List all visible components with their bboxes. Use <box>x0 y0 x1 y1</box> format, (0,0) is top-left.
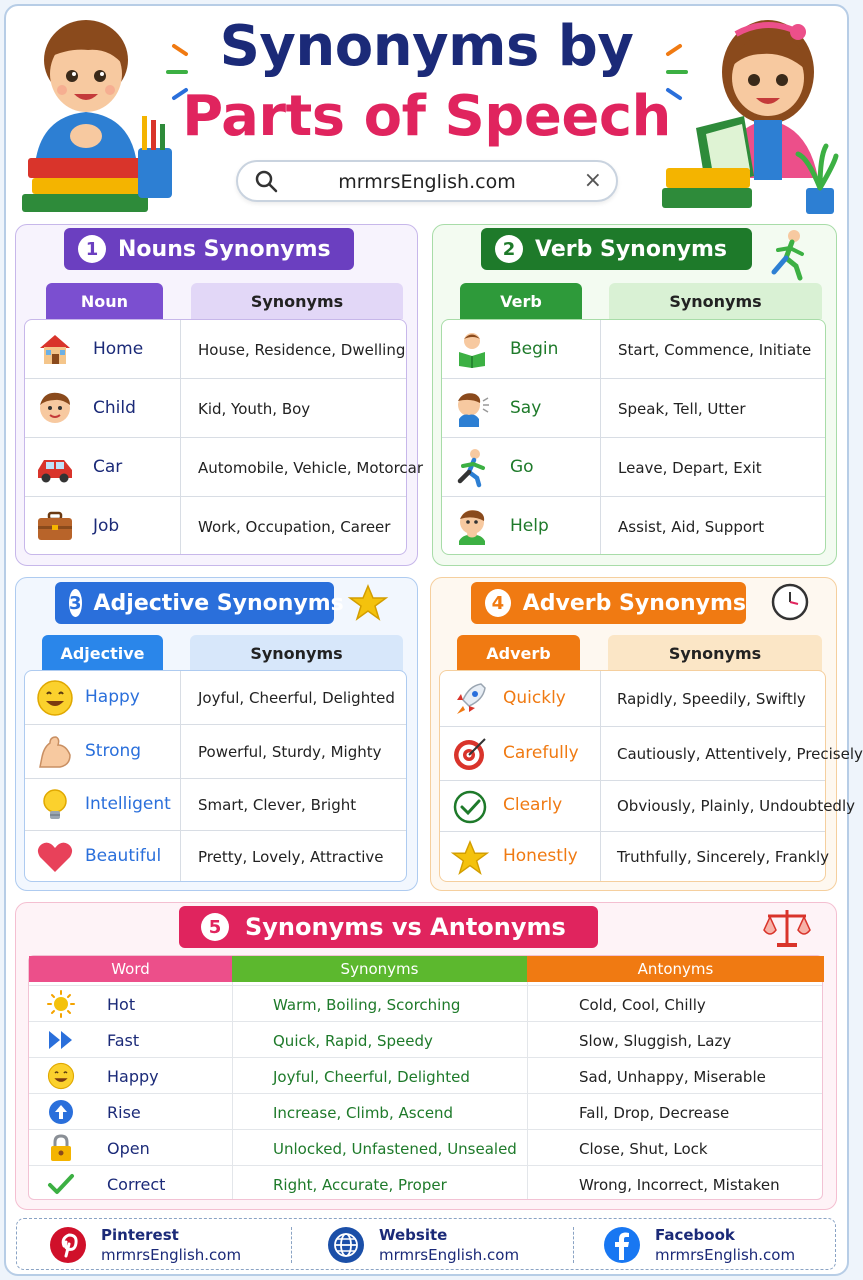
versus-col-antonyms-header: Antonyms <box>527 956 824 982</box>
table-row <box>440 832 830 883</box>
versus-title-text: Synonyms vs Antonyms <box>245 913 566 941</box>
pinterest-link[interactable] <box>49 1225 279 1265</box>
verbs-title-text: Verb Synonyms <box>535 236 727 262</box>
check-circle-icon <box>450 787 490 827</box>
smiley-icon <box>47 1062 75 1090</box>
smiley-icon <box>35 678 75 718</box>
adverbs-section-title <box>471 582 746 624</box>
sun-icon <box>47 990 75 1018</box>
adverb-synonyms: Obviously, Plainly, Undoubtedly <box>617 797 856 815</box>
table-row <box>25 438 424 497</box>
verb-synonyms: Assist, Aid, Support <box>618 518 765 536</box>
star-decoration-icon <box>348 584 388 622</box>
adjective-word: Happy <box>85 687 140 707</box>
noun-word: Child <box>93 398 136 418</box>
versus-word: Fast <box>107 1031 140 1050</box>
website-label: Website <box>379 1226 448 1244</box>
adjective-word: Intelligent <box>85 794 171 814</box>
table-row <box>440 727 863 781</box>
search-text: mrmrsEnglish.com <box>338 171 516 193</box>
adverb-word: Honestly <box>503 846 578 866</box>
table-row <box>29 1021 822 1057</box>
table-row <box>440 671 825 727</box>
nouns-col-synonyms-header: Synonyms <box>191 283 403 319</box>
checkmark-icon <box>47 1170 75 1198</box>
facebook-link[interactable] <box>603 1225 823 1265</box>
adjective-word: Strong <box>85 741 142 761</box>
versus-table <box>28 955 823 1200</box>
girl-reading-illustration <box>658 8 840 218</box>
lightbulb-icon <box>35 785 75 825</box>
table-row <box>25 831 406 883</box>
adverbs-col-synonyms-header: Synonyms <box>608 635 822 671</box>
reading-person-icon <box>452 329 492 369</box>
close-icon[interactable]: × <box>583 168 602 193</box>
nouns-table <box>24 319 424 555</box>
verb-synonyms: Start, Commence, Initiate <box>618 341 812 359</box>
versus-antonyms: Sad, Unhappy, Miserable <box>579 1068 766 1086</box>
globe-icon <box>327 1226 365 1264</box>
versus-synonyms: Warm, Boiling, Scorching <box>273 996 461 1014</box>
table-row <box>25 379 406 438</box>
facebook-icon <box>603 1226 641 1264</box>
section-number-badge: 2 <box>495 235 523 263</box>
section-number-badge: 1 <box>78 235 106 263</box>
verbs-col-verb-header: Verb <box>460 283 582 319</box>
noun-synonyms: House, Residence, Dwelling <box>198 341 406 359</box>
speaking-person-icon <box>452 388 492 428</box>
noun-word: Car <box>93 457 123 477</box>
table-row <box>25 779 406 831</box>
table-row <box>442 438 825 497</box>
table-row <box>29 1165 822 1201</box>
nouns-section-title <box>64 228 354 270</box>
facebook-value: mrmrsEnglish.com <box>655 1246 796 1264</box>
versus-word: Rise <box>107 1103 141 1122</box>
nouns-col-noun-header: Noun <box>46 283 163 319</box>
adjective-word: Beautiful <box>85 846 162 866</box>
adjectives-col-adjective-header: Adjective <box>42 635 163 671</box>
table-row <box>442 379 825 438</box>
briefcase-icon <box>35 506 75 546</box>
versus-word: Happy <box>107 1067 159 1086</box>
versus-synonyms: Joyful, Cheerful, Delighted <box>273 1068 470 1086</box>
verb-synonyms: Leave, Depart, Exit <box>618 459 762 477</box>
adverbs-col-adverb-header: Adverb <box>457 635 580 671</box>
page-title-line2: Parts of Speech <box>182 84 671 149</box>
section-number-badge: 5 <box>201 913 229 941</box>
table-row <box>29 1057 822 1093</box>
noun-synonyms: Work, Occupation, Career <box>198 518 391 536</box>
versus-antonyms: Fall, Drop, Decrease <box>579 1104 730 1122</box>
clock-icon <box>770 582 810 622</box>
verb-synonyms: Speak, Tell, Utter <box>618 400 746 418</box>
noun-word: Home <box>93 339 144 359</box>
verb-word: Go <box>510 457 534 477</box>
adverb-word: Clearly <box>503 795 563 815</box>
table-row <box>25 497 406 556</box>
target-icon <box>450 734 490 774</box>
table-row <box>29 985 822 1021</box>
adverb-word: Carefully <box>503 743 579 763</box>
noun-synonyms: Kid, Youth, Boy <box>198 400 311 418</box>
fast-forward-icon <box>47 1026 75 1054</box>
website-link[interactable] <box>327 1225 547 1265</box>
balance-scale-icon <box>762 906 812 950</box>
table-row <box>442 320 825 379</box>
versus-synonyms: Quick, Rapid, Speedy <box>273 1032 433 1050</box>
adjective-synonyms: Smart, Clever, Bright <box>198 796 357 814</box>
table-row <box>29 1093 822 1129</box>
pinterest-label: Pinterest <box>101 1226 179 1244</box>
boy-with-books-illustration <box>14 8 179 216</box>
nouns-title-text: Nouns Synonyms <box>118 236 331 262</box>
padlock-icon <box>47 1134 75 1162</box>
running-person-icon <box>452 447 492 487</box>
adjectives-table <box>24 670 407 882</box>
table-row <box>25 671 406 725</box>
verbs-section-title <box>481 228 752 270</box>
versus-word: Correct <box>107 1175 166 1194</box>
verbs-table <box>441 319 826 555</box>
table-row <box>440 781 856 832</box>
car-icon <box>35 447 75 487</box>
adverb-word: Quickly <box>503 688 566 708</box>
star-icon <box>450 838 490 878</box>
table-row <box>25 725 406 779</box>
section-number-badge: 4 <box>485 589 511 617</box>
table-row <box>29 1129 822 1165</box>
running-figure-icon <box>766 228 812 280</box>
versus-antonyms: Close, Shut, Lock <box>579 1140 708 1158</box>
adjectives-col-synonyms-header: Synonyms <box>190 635 403 671</box>
versus-synonyms: Unlocked, Unfastened, Unsealed <box>273 1140 517 1158</box>
versus-col-word-header: Word <box>29 956 232 982</box>
pinterest-icon <box>49 1226 87 1264</box>
footer <box>16 1218 836 1270</box>
section-number-badge: 3 <box>69 589 82 617</box>
helping-person-icon <box>452 506 492 546</box>
versus-antonyms: Cold, Cool, Chilly <box>579 996 706 1014</box>
noun-word: Job <box>93 516 120 536</box>
website-value: mrmrsEnglish.com <box>379 1246 520 1264</box>
search-bar[interactable] <box>236 160 618 202</box>
verb-word: Help <box>510 516 549 536</box>
adverb-synonyms: Truthfully, Sincerely, Frankly <box>617 848 830 866</box>
adjective-synonyms: Pretty, Lovely, Attractive <box>198 848 384 866</box>
adjective-synonyms: Powerful, Sturdy, Mighty <box>198 743 382 761</box>
versus-word: Open <box>107 1139 150 1158</box>
table-row <box>25 320 406 379</box>
versus-antonyms: Wrong, Incorrect, Mistaken <box>579 1176 780 1194</box>
versus-section-title <box>179 906 598 948</box>
facebook-label: Facebook <box>655 1226 735 1244</box>
adverbs-table <box>439 670 863 882</box>
adverbs-title-text: Adverb Synonyms <box>522 590 746 616</box>
flexed-arm-icon <box>35 732 75 772</box>
versus-synonyms: Increase, Climb, Ascend <box>273 1104 454 1122</box>
heart-icon <box>35 837 75 877</box>
versus-synonyms: Right, Accurate, Proper <box>273 1176 447 1194</box>
verbs-col-synonyms-header: Synonyms <box>609 283 822 319</box>
adverb-synonyms: Rapidly, Speedily, Swiftly <box>617 690 806 708</box>
adjectives-title-text: Adjective Synonyms <box>93 590 344 616</box>
noun-synonyms: Automobile, Vehicle, Motorcar <box>198 459 424 477</box>
versus-word: Hot <box>107 995 136 1014</box>
adjective-synonyms: Joyful, Cheerful, Delighted <box>198 689 395 707</box>
table-row <box>442 497 825 556</box>
versus-col-synonyms-header: Synonyms <box>232 956 527 982</box>
page-title-line1: Synonyms by <box>219 14 634 79</box>
up-arrow-icon <box>47 1098 75 1126</box>
rocket-icon <box>450 679 490 719</box>
child-face-icon <box>35 388 75 428</box>
versus-antonyms: Slow, Sluggish, Lazy <box>579 1032 732 1050</box>
pinterest-value: mrmrsEnglish.com <box>101 1246 242 1264</box>
adjectives-section-title <box>55 582 344 624</box>
verb-word: Say <box>510 398 542 418</box>
verb-word: Begin <box>510 339 559 359</box>
adverb-synonyms: Cautiously, Attentively, Precisely <box>617 745 863 763</box>
house-icon <box>35 329 75 369</box>
